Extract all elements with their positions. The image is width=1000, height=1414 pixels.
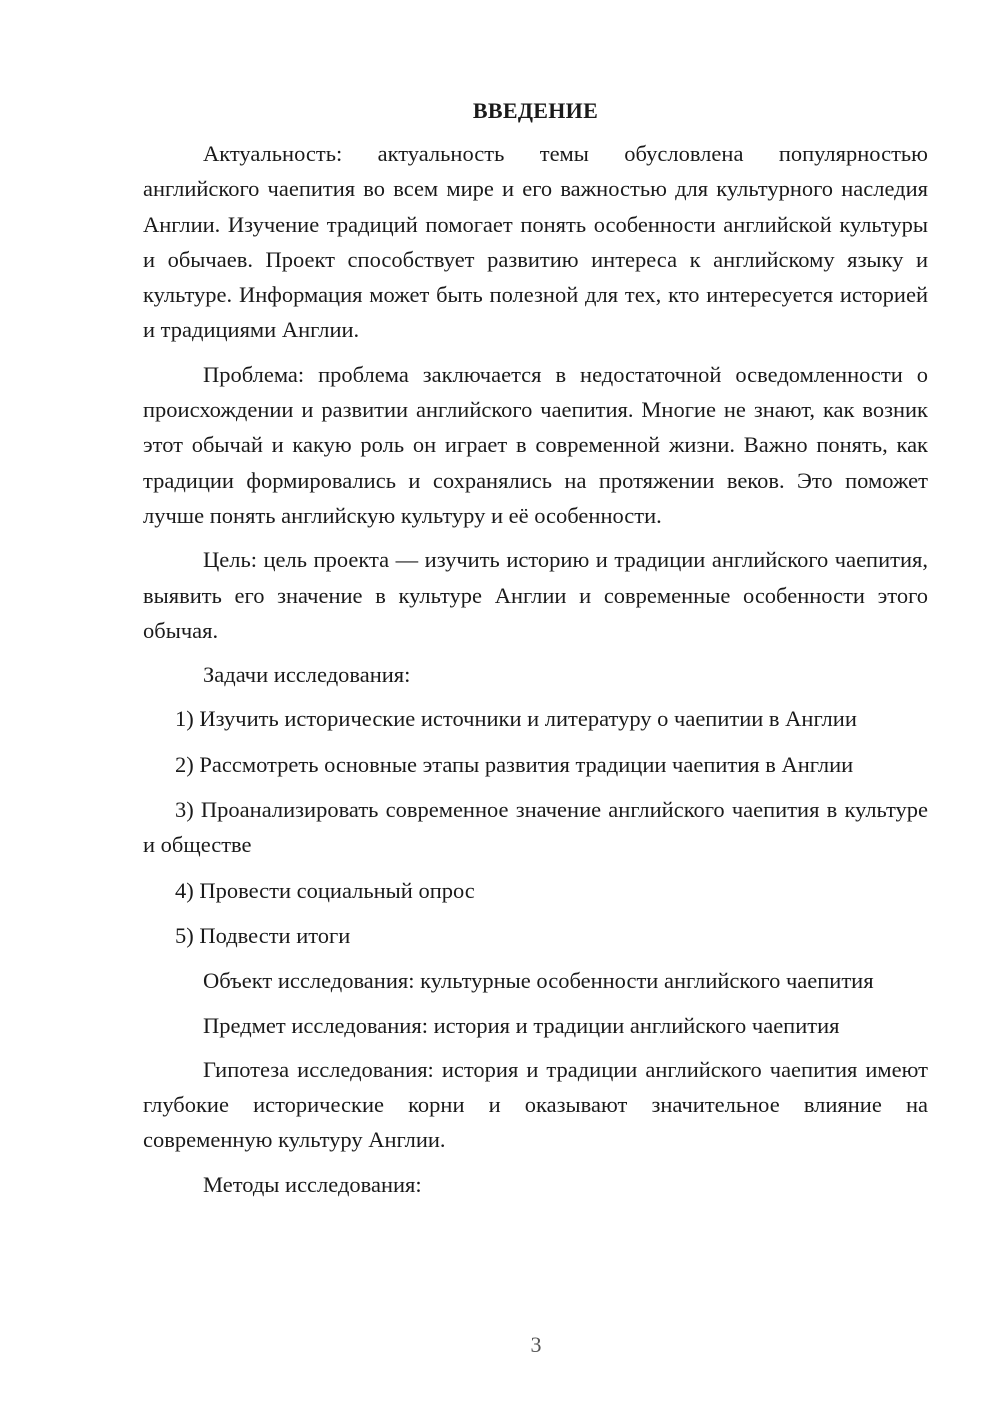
section-title: ВВЕДЕНИЕ (472, 98, 599, 123)
subject-paragraph: Предмет исследования: история и традиции английского чаепития (203, 1012, 840, 1038)
relevance-paragraph: Актуальность: актуальность темы обусловлена популярностью английского чаепития во всем мире и его важностью для культурного наследия Англии. Изучение традиций помогает понять особенности английской культуры и обычаев. Проект способствует развитию интереса к английскому языку и культуре. Информация может быть полезной для тех, кто интересуется историей и традициями Англии. (143, 141, 928, 343)
document-page (143, 96, 928, 1211)
task-item-5: 5) Подвести итоги (175, 922, 351, 948)
problem-paragraph: Проблема: проблема заключается в недостаточной осведомленности о происхождении и развитии английского чаепития. Многие не знают, как возник этот обычай и какую роль он играет в современной жизни. Важно понять, как традиции формировались и сохранялись на протяжении веков. Это поможет лучше понять английскую культуру и её особенности. (143, 361, 928, 528)
task-item-1: 1) Изучить исторические источники и литературу о чаепитии в Англии (175, 706, 857, 732)
task-item-3: 3) Проанализировать современное значение английского чаепития в культуре и обществе (143, 797, 928, 858)
tasks-heading: Задачи исследования: (203, 662, 411, 688)
methods-heading: Методы исследования: (203, 1171, 422, 1197)
object-paragraph: Объект исследования: культурные особенности английского чаепития (203, 968, 874, 994)
task-item-4: 4) Провести социальный опрос (175, 877, 475, 903)
task-item-2: 2) Рассмотреть основные этапы развития традиции чаепития в Англии (175, 751, 854, 777)
goal-paragraph: Цель: цель проекта — изучить историю и традиции английского чаепития, выявить его значение в культуре Англии и современные особенности этого обычая. (143, 547, 928, 643)
hypothesis-paragraph: Гипотеза исследования: история и традиции английского чаепития имеют глубокие исторические корни и оказывают значительное влияние на современную культуру Англии. (143, 1056, 928, 1153)
page-number: 3 (530, 1332, 542, 1357)
